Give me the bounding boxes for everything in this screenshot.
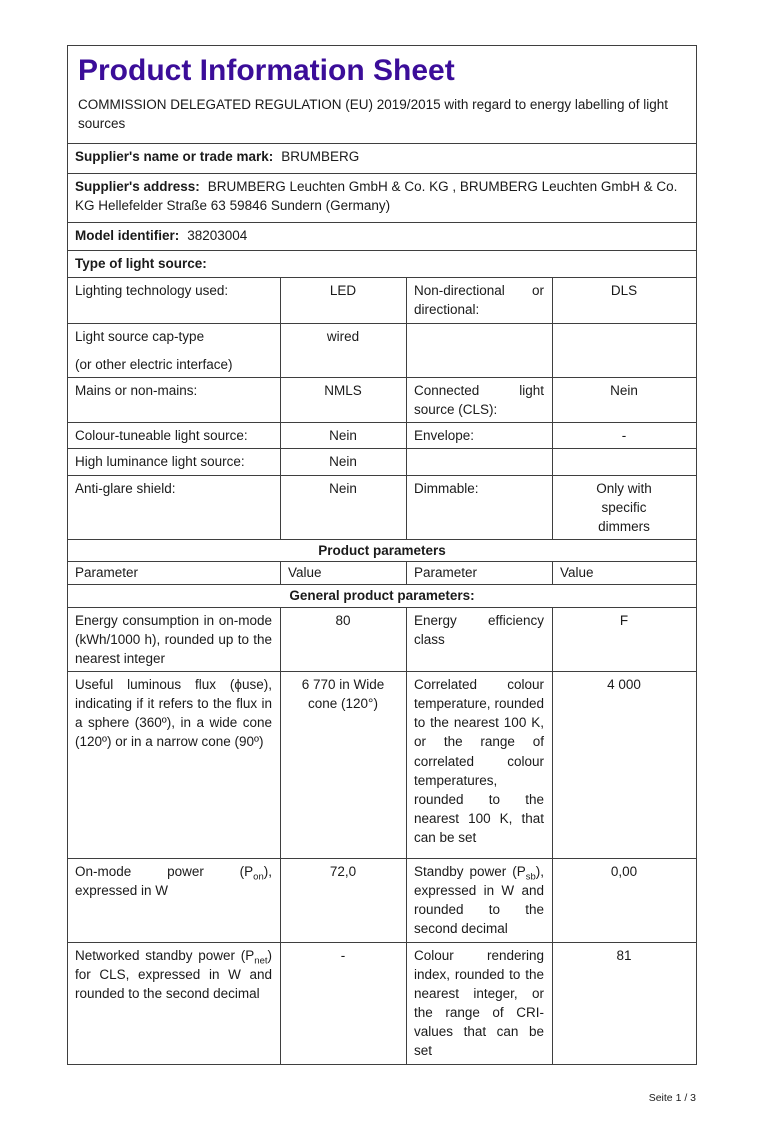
value-cell: F <box>553 607 697 671</box>
param-cell <box>407 449 553 475</box>
model-identifier-row <box>68 223 697 251</box>
product-parameters-title: Product parameters <box>68 540 697 562</box>
param-cell <box>407 858 553 942</box>
value-cell: Nein <box>281 475 407 539</box>
supplier-address-value: BRUMBERG Leuchten GmbH & Co. KG , BRUMBERG Leuchten GmbH & Co. KG Hellefelder Straße 63 59846 Sundern (Germany) <box>75 179 678 214</box>
param-cell: Useful luminous flux (ϕuse), indicating if it refers to the flux in a sphere (360º), in a wide cone (120º) or in a narrow cone (90º) <box>68 671 281 858</box>
value-cell <box>553 323 697 377</box>
type-of-light-source-cell <box>68 251 697 278</box>
param-cell: Non-directional or directional: <box>407 278 553 323</box>
value-cell: 81 <box>553 942 697 1064</box>
product-information-sheet <box>67 45 696 1105</box>
column-header: Parameter <box>68 562 281 585</box>
value-cell: wired <box>281 323 407 377</box>
param-cell: Lighting technology used: <box>68 278 281 323</box>
param-text: ), expressed in W <box>75 863 272 899</box>
param-text: Standby power (P <box>414 863 526 879</box>
param-row-networked-standby <box>68 942 697 1064</box>
param-cell <box>68 858 281 942</box>
value-cell: - <box>553 423 697 449</box>
supplier-address-label: Supplier's address: <box>75 179 200 195</box>
param-cell <box>68 942 281 1064</box>
spec-row-anti-glare <box>68 475 697 539</box>
cap-type-note: (or other electric interface) <box>75 356 233 372</box>
info-table <box>67 45 697 1065</box>
title-cell <box>68 46 697 144</box>
param-row-luminous-flux <box>68 671 697 858</box>
param-text: ) for CLS, expressed in W and rounded to the second decimal <box>75 947 272 1001</box>
product-parameters-header-row <box>68 540 697 562</box>
subscript: on <box>253 871 264 883</box>
param-cell: Energy efficiency class <box>407 607 553 671</box>
spec-row-colour-tuneable <box>68 423 697 449</box>
param-cell <box>68 323 281 377</box>
value-cell: DLS <box>553 278 697 323</box>
cap-type-label: Light source cap-type <box>75 328 205 344</box>
dimmable-value: Only with specific dimmers <box>596 480 652 534</box>
supplier-address-cell <box>68 174 697 223</box>
type-of-light-source-label: Type of light source: <box>75 256 207 272</box>
value-cell <box>553 475 697 539</box>
value-cell: 6 770 in Wide cone (120°) <box>281 671 407 858</box>
param-cell: Colour-tuneable light source: <box>68 423 281 449</box>
value-cell: NMLS <box>281 377 407 422</box>
model-identifier-cell <box>68 223 697 251</box>
param-row-on-mode-power <box>68 858 697 942</box>
model-identifier-value: 38203004 <box>187 228 248 244</box>
supplier-name-cell <box>68 144 697 174</box>
param-cell <box>407 323 553 377</box>
value-cell: 80 <box>281 607 407 671</box>
general-parameters-header-row <box>68 585 697 607</box>
spec-row-cap-type <box>68 323 697 377</box>
spec-row-lighting-technology <box>68 278 697 323</box>
type-of-light-source-row <box>68 251 697 278</box>
page-title: Product Information Sheet <box>78 54 455 87</box>
param-text: On-mode power (P <box>75 863 254 879</box>
param-cell: Correlated colour temperature, rounded to the nearest 100 K, or the range of correlated colour temperatures, rounded to the nearest 100 K, that can be set <box>407 671 553 858</box>
param-cell: High luminance light source: <box>68 449 281 475</box>
param-cell: Energy consumption in on-mode (kWh/1000 h), rounded up to the nearest integer <box>68 607 281 671</box>
spec-row-mains <box>68 377 697 422</box>
value-cell: LED <box>281 278 407 323</box>
param-cell: Envelope: <box>407 423 553 449</box>
param-text: Networked standby power (P <box>75 947 255 963</box>
param-cell: Connected light source (CLS): <box>407 377 553 422</box>
supplier-name-label: Supplier's name or trade mark: <box>75 149 274 165</box>
param-cell: Anti-glare shield: <box>68 475 281 539</box>
value-cell: - <box>281 942 407 1064</box>
general-parameters-title: General product parameters: <box>68 585 697 607</box>
supplier-name-row <box>68 144 697 174</box>
subscript: net <box>254 955 268 967</box>
column-header: Parameter <box>407 562 553 585</box>
column-header: Value <box>553 562 697 585</box>
supplier-address-row <box>68 174 697 223</box>
param-cell: Dimmable: <box>407 475 553 539</box>
value-cell: 0,00 <box>553 858 697 942</box>
supplier-name-value: BRUMBERG <box>281 149 360 165</box>
spec-row-high-luminance <box>68 449 697 475</box>
value-cell: Nein <box>553 377 697 422</box>
regulation-text: COMMISSION DELEGATED REGULATION (EU) 2019/2015 with regard to energy labelling of light sources <box>78 97 668 132</box>
param-text: ), expressed in W and rounded to the second decimal <box>414 863 544 937</box>
value-cell: Nein <box>281 423 407 449</box>
title-row <box>68 46 697 144</box>
value-cell: Nein <box>281 449 407 475</box>
param-cell: Mains or non-mains: <box>68 377 281 422</box>
model-identifier-label: Model identifier: <box>75 228 180 244</box>
param-row-energy-consumption <box>68 607 697 671</box>
value-cell: 72,0 <box>281 858 407 942</box>
param-cell: Colour rendering index, rounded to the nearest integer, or the range of CRI-values that can be set <box>407 942 553 1064</box>
value-cell <box>553 449 697 475</box>
column-header-row <box>68 562 697 585</box>
value-cell: 4 000 <box>553 671 697 858</box>
page-number: Seite 1 / 3 <box>648 1091 696 1104</box>
subscript: sb <box>525 871 536 883</box>
column-header: Value <box>281 562 407 585</box>
